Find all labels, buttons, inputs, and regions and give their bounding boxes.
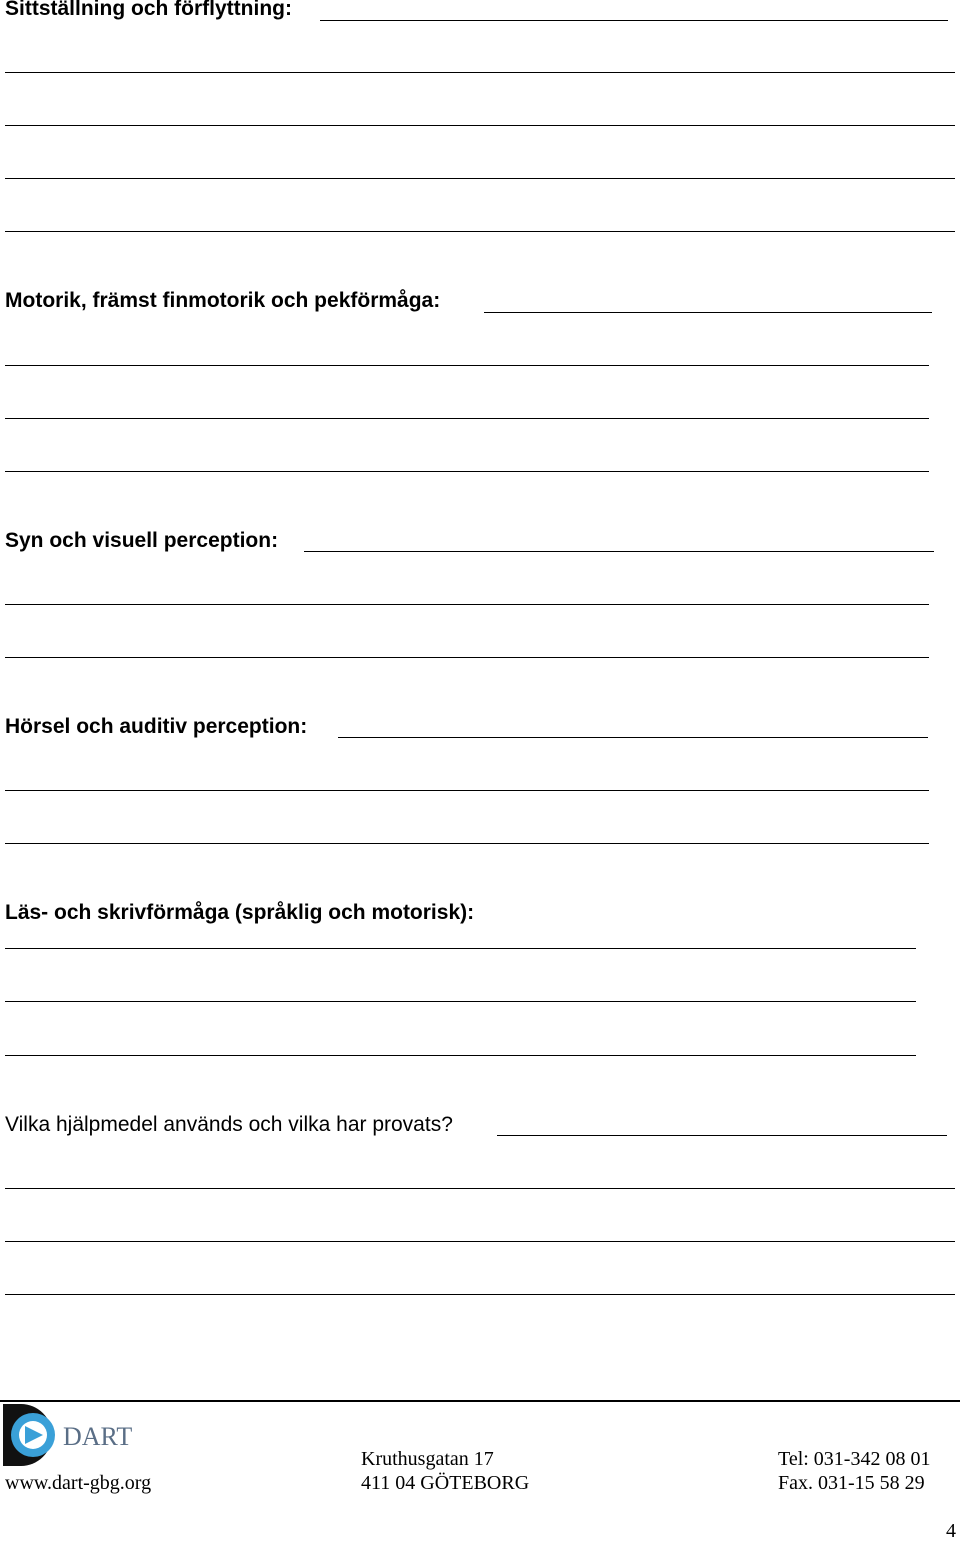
heading-las-skriv: Läs- och skrivförmåga (språklig och motorisk): (5, 901, 475, 924)
dart-logo (3, 1404, 133, 1466)
answer-line[interactable] (5, 1001, 916, 1002)
answer-line[interactable] (5, 657, 929, 658)
footer-website[interactable]: www.dart-gbg.org (5, 1472, 152, 1494)
footer-street: Kruthusgatan 17 (361, 1448, 494, 1470)
answer-line[interactable] (5, 231, 955, 232)
heading-hjalpmedel: Vilka hjälpmedel används och vilka har provats? (5, 1113, 453, 1136)
answer-line[interactable] (5, 1294, 955, 1295)
answer-line[interactable] (5, 72, 955, 73)
logo-text: DART (63, 1422, 133, 1451)
heading-horsel: Hörsel och auditiv perception: (5, 715, 308, 738)
page-number: 4 (946, 1520, 956, 1542)
footer-tel: Tel: 031-342 08 01 (778, 1448, 931, 1470)
answer-line[interactable] (5, 1241, 955, 1242)
heading-sittstallning: Sittställning och förflyttning: (5, 0, 292, 20)
answer-line[interactable] (5, 1055, 916, 1056)
answer-line[interactable] (320, 20, 948, 21)
answer-line[interactable] (484, 312, 932, 313)
answer-line[interactable] (5, 471, 929, 472)
answer-line[interactable] (497, 1135, 947, 1136)
answer-line[interactable] (304, 551, 934, 552)
dart-logo-icon (3, 1404, 133, 1466)
heading-motorik: Motorik, främst finmotorik och pekförmåga: (5, 289, 441, 312)
answer-line[interactable] (5, 790, 929, 791)
answer-line[interactable] (5, 1188, 955, 1189)
answer-line[interactable] (5, 948, 916, 949)
footer-divider (0, 1400, 960, 1402)
answer-line[interactable] (5, 843, 929, 844)
answer-line[interactable] (5, 604, 929, 605)
heading-syn: Syn och visuell perception: (5, 529, 279, 552)
answer-line[interactable] (5, 125, 955, 126)
footer-postal: 411 04 GÖTEBORG (361, 1472, 530, 1494)
answer-line[interactable] (5, 365, 929, 366)
footer-fax: Fax. 031-15 58 29 (778, 1472, 925, 1494)
answer-line[interactable] (338, 737, 928, 738)
answer-line[interactable] (5, 178, 955, 179)
answer-line[interactable] (5, 418, 929, 419)
